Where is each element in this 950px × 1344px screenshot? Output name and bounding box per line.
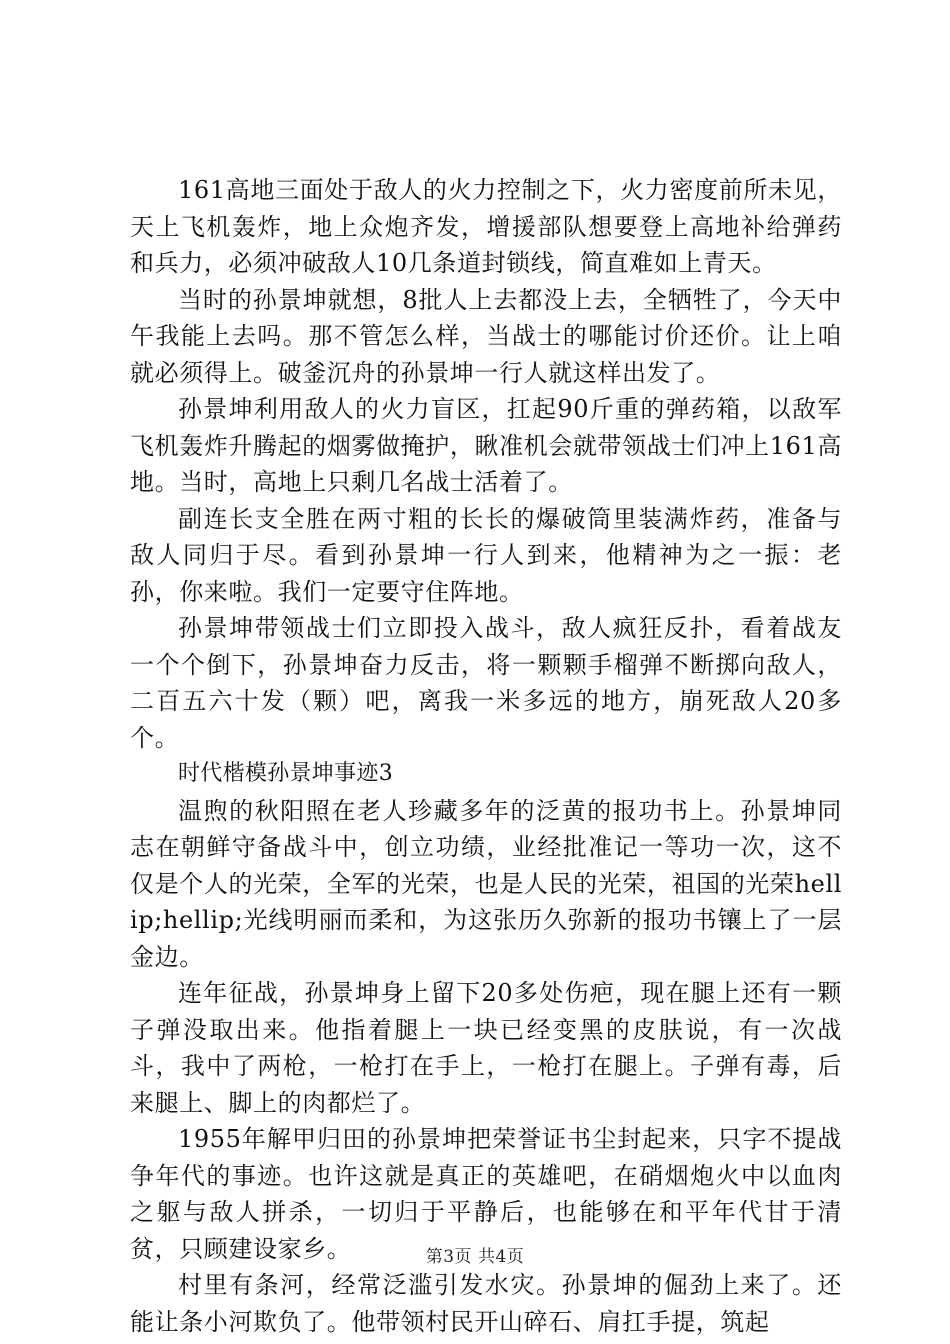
paragraph-6: 温煦的秋阳照在老人珍藏多年的泛黄的报功书上。孙景坤同志在朝鲜守备战斗中，创立功绩，业经批准记一等功一次，这不仅是个人的光荣，全军的光荣，也是人民的光荣，祖国的光荣hellip;hellip;光线明丽而柔和，为这张历久弥新的报功书镶上了一层金边。 — [130, 796, 842, 971]
article-body — [130, 172, 842, 1340]
paragraph-7: 连年征战，孙景坤身上留下20多处伤疤，现在腿上还有一颗子弹没取出来。他指着腿上一块已经变黑的皮肤说，有一次战斗，我中了两枪，一枪打在手上，一枪打在腿上。子弹有毒，后来腿上、脚上的肉都烂了。 — [130, 979, 842, 1117]
paragraph-1: 161高地三面处于敌人的火力控制之下，火力密度前所未见，天上飞机轰炸，地上众炮齐发，增援部队想要登上高地补给弹药和兵力，必须冲破敌人10几条道封锁线，简直难如上青天。 — [130, 176, 842, 277]
section-heading: 时代楷模孙景坤事迹3 — [178, 761, 393, 786]
paragraph-8: 1955年解甲归田的孙景坤把荣誉证书尘封起来，只字不提战争年代的事迹。也许这就是真正的英雄吧，在硝烟炮火中以血肉之躯与敌人拼杀，一切归于平静后，也能够在和平年代甘于清贫，只顾建设家乡。 — [130, 1125, 842, 1263]
paragraph-9: 村里有条河，经常泛滥引发水灾。孙景坤的倔劲上来了。还能让条小河欺负了。他带领村民开山碎石、肩扛手提，筑起 — [130, 1271, 842, 1336]
paragraph-2: 当时的孙景坤就想，8批人上去都没上去，全牺牲了，今天中午我能上去吗。那不管怎么样，当战士的哪能讨价还价。让上咱就必须得上。破釜沉舟的孙景坤一行人就这样出发了。 — [130, 285, 842, 387]
page-number-footer: 第3页 共4页 — [425, 1247, 525, 1267]
paragraph-5: 孙景坤带领战士们立即投入战斗，敌人疯狂反扑，看着战友一个个倒下，孙景坤奋力反击，将一颗颗手榴弹不断掷向敌人，二百五六十发（颗）吧，离我一米多远的地方，崩死敌人20多个。 — [130, 614, 842, 752]
paragraph-3: 孙景坤利用敌人的火力盲区，扛起90斤重的弹药箱，以敌军飞机轰炸升腾起的烟雾做掩护，瞅准机会就带领战士们冲上161高地。当时，高地上只剩几名战士活着了。 — [130, 395, 842, 496]
paragraph-4: 副连长支全胜在两寸粗的长长的爆破筒里装满炸药，准备与敌人同归于尽。看到孙景坤一行人到来，他精神为之一振：老孙，你来啦。我们一定要守住阵地。 — [130, 504, 842, 606]
